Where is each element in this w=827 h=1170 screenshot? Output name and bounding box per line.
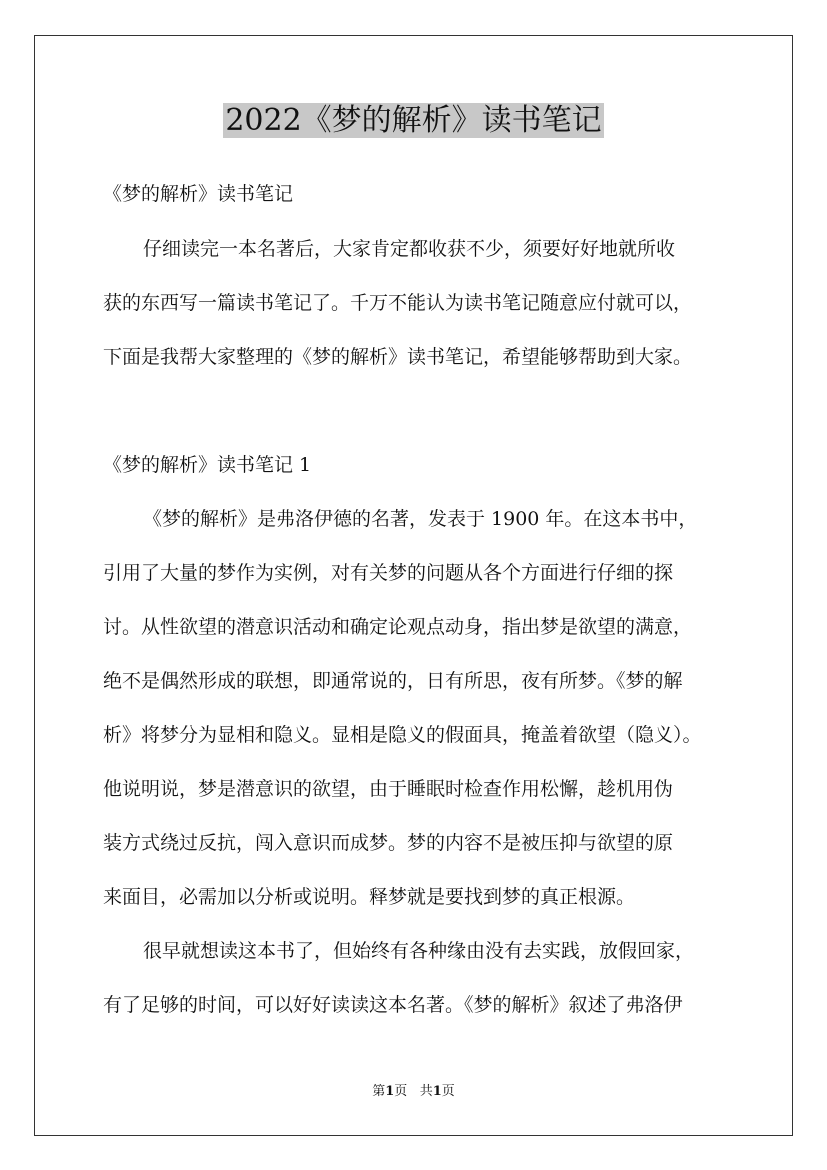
section-heading: 《梦的解析》读书笔记 1 bbox=[103, 454, 312, 476]
footer-total-prefix: 共 bbox=[419, 1084, 433, 1099]
body-line: 有了足够的时间，可以好好读读这本名著。《梦的解析》叙述了弗洛伊 bbox=[103, 994, 683, 1016]
intro-line: 下面是我帮大家整理的《梦的解析》读书笔记，希望能够帮助到大家。 bbox=[103, 346, 693, 368]
body-line: 装方式绕过反抗，闯入意识而成梦。梦的内容不是被压抑与欲望的原 bbox=[103, 832, 674, 854]
intro-line: 获的东西写一篇读书笔记了。千万不能认为读书笔记随意应付就可以， bbox=[103, 292, 693, 314]
body-line: 来面目，必需加以分析或说明。释梦就是要找到梦的真正根源。 bbox=[103, 886, 636, 908]
body-line: 引用了大量的梦作为实例，对有关梦的问题从各个方面进行仔细的探 bbox=[103, 562, 674, 584]
subtitle: 《梦的解析》读书笔记 bbox=[103, 183, 294, 205]
footer-page-suffix: 页 bbox=[394, 1084, 408, 1099]
document-title: 2022《梦的解析》读书笔记 bbox=[225, 103, 602, 138]
footer-page-prefix: 第 bbox=[372, 1084, 386, 1099]
page-footer bbox=[0, 1080, 827, 1099]
body-line: 析》将梦分为显相和隐义。显相是隐义的假面具，掩盖着欲望（隐义）。 bbox=[103, 724, 702, 746]
body-line: 绝不是偶然形成的联想，即通常说的，日有所思，夜有所梦。《梦的解 bbox=[103, 670, 683, 692]
document-title-wrap bbox=[0, 98, 827, 144]
body-line: 《梦的解析》是弗洛伊德的名著，发表于 1900 年。在这本书中， bbox=[143, 508, 698, 530]
footer-total-suffix: 页 bbox=[441, 1084, 455, 1099]
footer-page-number: 1 bbox=[385, 1084, 395, 1099]
body-line: 他说明说，梦是潜意识的欲望，由于睡眠时检查作用松懈，趁机用伪 bbox=[103, 778, 674, 800]
body-line: 很早就想读这本书了，但始终有各种缘由没有去实践，放假回家， bbox=[143, 940, 695, 962]
body-line: 讨。从性欲望的潜意识活动和确定论观点动身，指出梦是欲望的满意， bbox=[103, 616, 693, 638]
footer-total-number: 1 bbox=[432, 1084, 442, 1099]
intro-line: 仔细读完一本名著后，大家肯定都收获不少，须要好好地就所收 bbox=[143, 238, 676, 260]
